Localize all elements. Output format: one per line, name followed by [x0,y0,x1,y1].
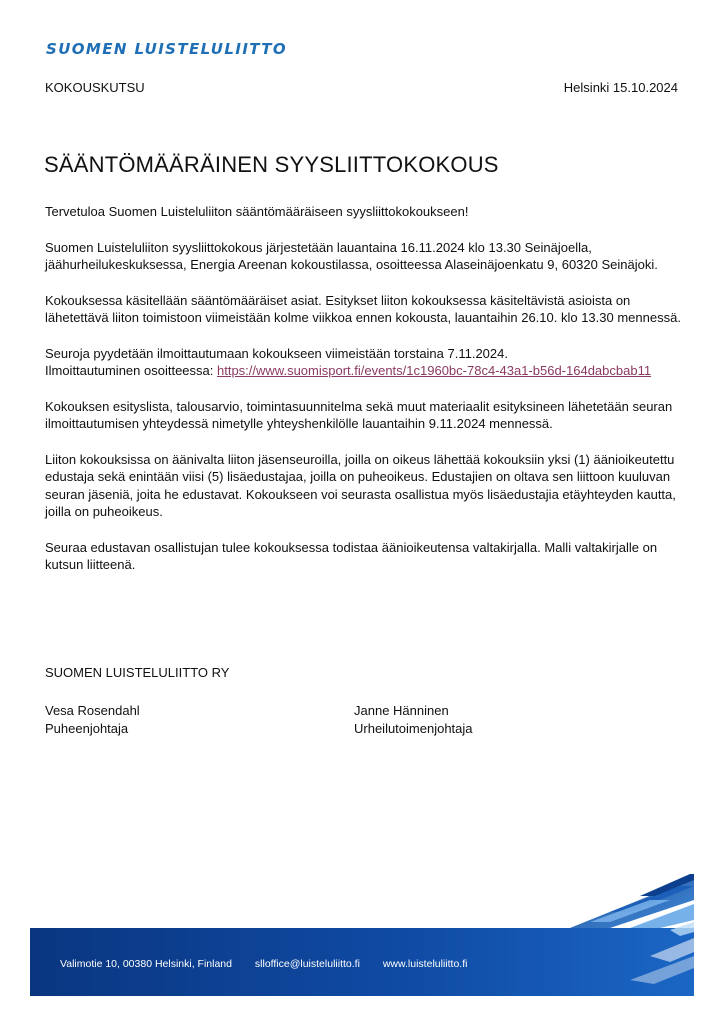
meeting-details-paragraph: Suomen Luisteluliiton syysliittokokous järjestetään lauantaina 16.11.2024 klo 13.30 Seinäjoella, jäähurheilukeskuksessa, Energia Areenan kokoustilassa, osoitteessa Alaseinäjoenkatu 9, 60320 Seinäjoki. [45,239,658,272]
signer-name: Janne Hänninen [354,703,449,718]
welcome-paragraph: Tervetuloa Suomen Luisteluliiton sääntömääräiseen syysliittokokoukseen! [45,204,469,219]
signer-right [354,702,473,738]
materials-paragraph: Kokouksen esityslista, talousarvio, toimintasuunnitelma sekä muut materiaalit esityksineen lähetetään seuran ilmoittautumisen yhteydessä nimetylle yhteyshenkilölle lauantaihin 9.11.2024 mennessä. [45,398,673,431]
document-date: Helsinki 15.10.2024 [563,80,678,95]
footer-banner [30,860,694,996]
footer-website[interactable]: www.luisteluliitto.fi [382,958,468,970]
document-type: KOKOUSKUTSU [45,80,145,95]
signer-left [45,702,140,738]
registration-label: Ilmoittautuminen osoitteessa: [45,363,217,378]
proxy-paragraph: Seuraa edustavan osallistujan tulee kokouksessa todistaa äänioikeutensa valtakirjalla. Malli valtakirjalle on kutsun liitteenä. [45,539,658,572]
signer-role: Puheenjohtaja [45,721,129,736]
registration-link[interactable]: https://www.suomisport.fi/events/1c1960bc-78c4-43a1-b56d-164dabcbab11 [216,363,652,378]
footer-graphic [30,860,694,996]
organization-logo: SUOMEN LUISTELULIITTO [46,40,288,58]
signer-role: Urheilutoimenjohtaja [354,721,473,736]
document-body [45,203,685,592]
footer-email[interactable]: slloffice@luisteluliitto.fi [254,958,360,970]
footer-address: Valimotie 10, 00380 Helsinki, Finland [60,958,232,970]
registration-paragraph [45,345,685,380]
document-title: SÄÄNTÖMÄÄRÄINEN SYYSLIITTOKOKOUS [44,152,499,177]
signer-name: Vesa Rosendahl [45,703,140,718]
voting-rights-paragraph: Liiton kokouksissa on äänivalta liiton jäsenseuroilla, joilla on oikeus lähettää kokouksiin yksi (1) äänioikeutettu edustaja sekä enintään viisi (5) lisäedustajaa, joilla on puheoikeus. Edustajien on oltava sen liittoon kuuluvan seuran jäseniä, joita he edustavat. Kokoukseen voi seurasta osallistua myös lisäedustajia etäyhteyden kautta, joilla on puheoikeus. [45,451,676,519]
registration-deadline: Seuroja pyydetään ilmoittautumaan kokoukseen viimeistään torstaina 7.11.2024. [45,345,508,361]
signature-organization: SUOMEN LUISTELULIITTO RY [45,665,230,680]
footer-contact [60,958,487,970]
agenda-paragraph: Kokouksessa käsitellään sääntömääräiset asiat. Esitykset liiton kokouksessa käsiteltävistä asioista on lähetettävä liiton toimistoon viimeistään kolme viikkoa ennen kokousta, lauantaihin 26.10. klo 13.30 mennessä. [45,292,681,325]
